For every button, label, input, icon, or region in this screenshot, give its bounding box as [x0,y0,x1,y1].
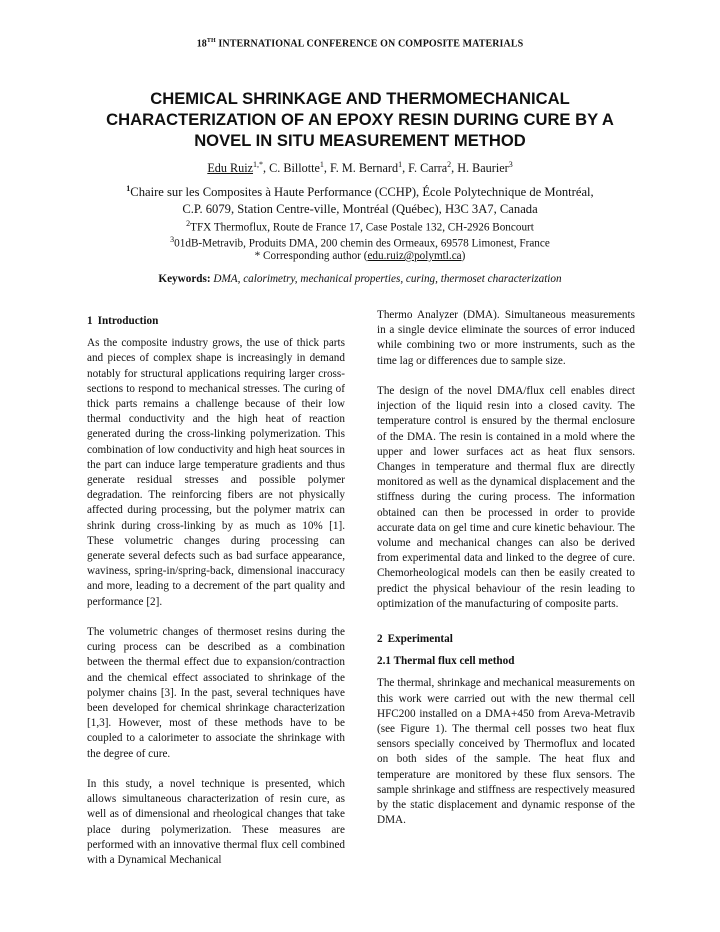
affiliation-3-text: 01dB-Metravib, Produits DMA, 200 chemin des Ormeaux, 69578 Limonest, France [174,237,550,250]
author-name: H. Baurier [457,161,509,176]
author-name: C. Billotte [269,161,320,176]
keywords-label: Keywords: [158,273,211,285]
author-separator: , [402,161,409,176]
author-affiliation-mark: 2 [447,160,452,169]
section-heading-experimental [377,632,635,647]
header-number: 18 [196,38,207,50]
keywords-text: DMA, calorimetry, mechanical properties, curing, thermoset characterization [213,273,562,285]
affiliation-mark: 2 [186,219,191,228]
title-line-2: CHARACTERIZATION OF AN EPOXY RESIN DURING CURE BY A [106,110,614,129]
section-heading-introduction [87,314,345,329]
running-header [0,38,720,49]
paragraph: The volumetric changes of thermoset resins during the curing process can be described as a combination between the thermal effect due to expansion/contraction and the chemical effect associated to shrinkage of the polymer chains [3]. In the past, several techniques have been developed for chemical shrinkage characterization [1,3]. However, most of these methods have to be coupled to a calorimeter to associate the shrinkage with the degree of cure. [87,626,345,760]
paragraph: The thermal, shrinkage and mechanical measurements on this work were carried out with the new thermal cell HFC200 installed on a DMA+450 from Areva-Metravib (see Figure 1). The thermal cell posses two heat flux sensors specially conceived by Thermoflux and located on both sides of the sample. The heat flux and temperature are monitored by these flux sensors. The sample shrinkage and stiffness are respectively measured by the static displacement and dynamic response of the DMA. [377,677,635,827]
keywords [30,273,690,285]
affiliation-1-line-1: Chaire sur les Composites à Haute Performance (CCHP), École Polytechnique de Montréal, [130,185,594,200]
affiliation-1-line-2: C.P. 6079, Station Centre-ville, Montréal (Québec), H3C 3A7, Canada [182,202,538,217]
left-column [87,314,345,883]
section-number: 1 [87,315,93,327]
corresponding-author [30,250,690,262]
author-separator: , [451,161,458,176]
right-column [377,308,635,844]
corresponding-suffix: ) [461,250,466,262]
corresponding-prefix: * Corresponding author ( [254,250,368,262]
paper-title [40,88,680,151]
header-text: INTERNATIONAL CONFERENCE ON COMPOSITE MATERIALS [218,38,524,50]
subsection-heading: 2.1 Thermal flux cell method [377,655,515,668]
paragraph: In this study, a novel technique is presented, which allows simultaneous characterization of resin cure, as well as of dimensional and rheological changes that take place during polymerization. These measures are performed with an innovative thermal flux cell combined with a Dynamical Mechanical [87,778,345,867]
author-separator: , [323,161,330,176]
author-name[interactable]: Edu Ruiz [207,161,254,176]
section-title: Introduction [97,315,159,327]
paragraph: Thermo Analyzer (DMA). Simultaneous measurements in a single device eliminate the sources of error induced while combining two or more instruments, such as the time lag or differences due to sample size. [377,309,635,367]
paragraph: As the composite industry grows, the use of thick parts and pieces of complex shape is increasingly in demand notably for structural applications requiring larger cross-sections to respond to mechanical stresses. The curing of thick parts remains a challenge because of their low thermal conductivity and the high heat of reaction generated during the cross-linking polymerization. This combination of low conductivity and high heat sources in the part can induce large temperature gradients and thus generate residual stresses and possible polymer degradation. The reinforcing fibers are not physically affected during processing, but the polymer matrix can shrink during cross-linking by as much as 10% [1]. These volumetric changes during processing can generate several defects such as bad surface appearance, waviness, spring-in/spring-back, dimensional inaccuracy and more, leading to a decrement of the part quality and performance [2]. [87,337,345,608]
affiliation-1 [30,180,690,218]
title-line-1: CHEMICAL SHRINKAGE AND THERMOMECHANICAL [150,89,570,108]
section-title: Experimental [387,633,453,646]
author-affiliation-mark: 3 [508,160,513,169]
author-affiliation-mark: 1 [319,160,324,169]
title-line-3: NOVEL IN SITU MEASUREMENT METHOD [194,131,526,150]
author-name: F. Carra [408,161,448,176]
affiliation-mark: 1 [126,184,131,193]
affiliation-mark: 3 [170,235,175,244]
author-name: F. M. Bernard [330,161,399,176]
author-affiliation-mark: 1 [398,160,403,169]
affiliation-2-text: TFX Thermoflux, Route de France 17, Case Postale 132, CH-2926 Boncourt [190,221,534,234]
author-affiliation-mark: 1,* [253,160,264,169]
paragraph: The design of the novel DMA/flux cell enables direct injection of the liquid resin into a closed cavity. The temperature control is ensured by the thermal enclosure of the DMA. The resin is contained in a mold where the upper and lower surfaces act as heat flux sensors. Changes in temperature and thermal flux are directly monitored as well as the dynamical displacement and the stiffness during the curing process. The information obtained can then be processed in order to provide accurate data on gel time and cure kinetic behaviour. The volume and mechanical changes can also be derived from experimental data and linked to the degree of cure. Chemorheological models can then be easily created to predict the physical behaviour of the resin leading to optimization of the manufacturing of composite parts. [377,385,635,610]
header-suffix: TH [206,38,216,44]
email-link[interactable]: edu.ruiz@polymtl.ca [367,250,462,262]
author-separator: , [263,161,270,176]
author-list [30,160,690,176]
section-number: 2 [377,633,383,646]
